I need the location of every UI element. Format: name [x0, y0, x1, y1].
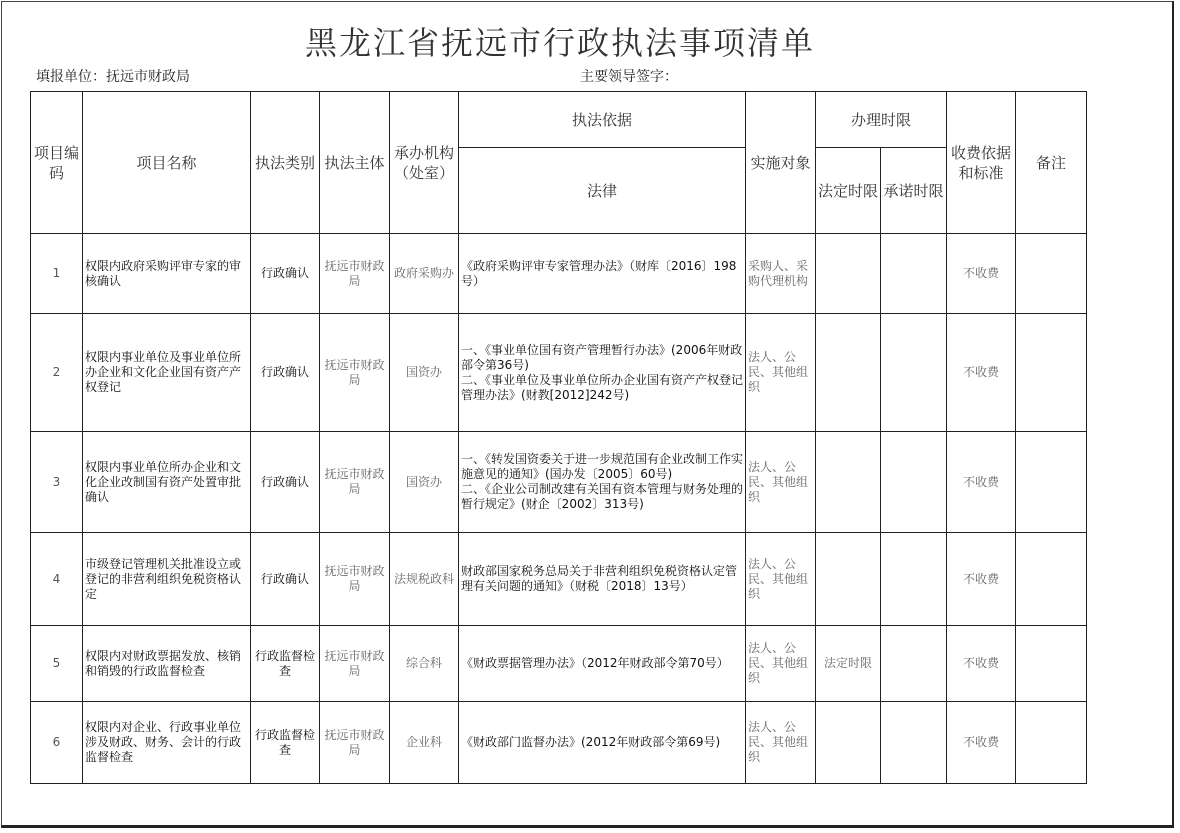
row-type: 行政确认 — [251, 432, 320, 533]
row-dept: 综合科 — [390, 626, 459, 702]
table-row — [31, 234, 1087, 314]
row-legal-time — [816, 234, 881, 314]
row-promised-time — [881, 533, 947, 626]
row-subject: 抚远市财政局 — [320, 432, 390, 533]
header-time: 办理时限 — [816, 92, 947, 148]
row-target: 法人、公民、其他组织 — [746, 626, 816, 702]
row-law: 《政府采购评审专家管理办法》（财库〔2016〕198号） — [459, 234, 746, 314]
header-promised-time: 承诺时限 — [881, 148, 947, 234]
row-legal-time: 法定时限 — [816, 626, 881, 702]
row-subject: 抚远市财政局 — [320, 626, 390, 702]
row-target: 法人、公民、其他组织 — [746, 314, 816, 432]
row-id: 5 — [31, 626, 83, 702]
header-target: 实施对象 — [746, 92, 816, 234]
header-type: 执法类别 — [251, 92, 320, 234]
row-dept: 国资办 — [390, 432, 459, 533]
row-legal-time — [816, 702, 881, 784]
row-law: 一、《事业单位国有资产管理暂行办法》(2006年财政部令第36号) 二、《事业单位及事业单位所办企业国有资产产权登记管理办法》(财教[2012]242号) — [459, 314, 746, 432]
row-fee: 不收费 — [947, 702, 1016, 784]
row-target: 采购人、采购代理机构 — [746, 234, 816, 314]
row-type: 行政监督检查 — [251, 702, 320, 784]
row-name: 权限内事业单位所办企业和文化企业改制国有资产处置审批确认 — [83, 432, 251, 533]
table-row — [31, 702, 1087, 784]
row-note — [1016, 234, 1087, 314]
row-name: 权限内对企业、行政事业单位涉及财政、财务、会计的行政监督检查 — [83, 702, 251, 784]
fill-unit-label: 填报单位：抚远市财政局 — [36, 69, 190, 85]
header-dept: 承办机构（处室） — [390, 92, 459, 234]
row-type: 行政确认 — [251, 533, 320, 626]
enforcement-items-table — [30, 91, 1087, 784]
row-promised-time — [881, 234, 947, 314]
row-name: 权限内事业单位及事业单位所办企业和文化企业国有资产产权登记 — [83, 314, 251, 432]
header-name: 项目名称 — [83, 92, 251, 234]
header-legal-time: 法定时限 — [816, 148, 881, 234]
row-dept: 法规税政科 — [390, 533, 459, 626]
leader-sign-label: 主要领导签字： — [580, 69, 678, 85]
row-type: 行政确认 — [251, 314, 320, 432]
row-note — [1016, 626, 1087, 702]
row-type: 行政监督检查 — [251, 626, 320, 702]
row-fee: 不收费 — [947, 432, 1016, 533]
header-id: 项目编码 — [31, 92, 83, 234]
row-promised-time — [881, 432, 947, 533]
row-target: 法人、公民、其他组织 — [746, 432, 816, 533]
row-legal-time — [816, 314, 881, 432]
row-type: 行政确认 — [251, 234, 320, 314]
table-row — [31, 626, 1087, 702]
table-row — [31, 432, 1087, 533]
row-note — [1016, 702, 1087, 784]
row-target: 法人、公民、其他组织 — [746, 702, 816, 784]
row-note — [1016, 533, 1087, 626]
row-target: 法人、公民、其他组织 — [746, 533, 816, 626]
row-promised-time — [881, 702, 947, 784]
header-basis: 执法依据 — [459, 92, 746, 148]
table-row — [31, 533, 1087, 626]
row-note — [1016, 314, 1087, 432]
row-subject: 抚远市财政局 — [320, 234, 390, 314]
row-law: 《财政票据管理办法》（2012年财政部令第70号） — [459, 626, 746, 702]
row-fee: 不收费 — [947, 626, 1016, 702]
header-subject: 执法主体 — [320, 92, 390, 234]
row-name: 权限内政府采购评审专家的审核确认 — [83, 234, 251, 314]
header-fee: 收费依据和标准 — [947, 92, 1016, 234]
row-promised-time — [881, 314, 947, 432]
row-name: 市级登记管理机关批准设立或登记的非营利组织免税资格认定 — [83, 533, 251, 626]
row-id: 4 — [31, 533, 83, 626]
row-dept: 企业科 — [390, 702, 459, 784]
row-law: 《财政部门监督办法》(2012年财政部令第69号) — [459, 702, 746, 784]
row-legal-time — [816, 533, 881, 626]
row-fee: 不收费 — [947, 314, 1016, 432]
row-name: 权限内对财政票据发放、核销和销毁的行政监督检查 — [83, 626, 251, 702]
row-id: 1 — [31, 234, 83, 314]
row-subject: 抚远市财政局 — [320, 702, 390, 784]
header-note: 备注 — [1016, 92, 1087, 234]
page-title: 黑龙江省抚远市行政执法事项清单 — [304, 24, 815, 62]
row-subject: 抚远市财政局 — [320, 314, 390, 432]
row-law: 一、《转发国资委关于进一步规范国有企业改制工作实施意见的通知》(国办发〔2005〕60号) 二、《企业公司制改建有关国有资本管理与财务处理的暂行规定》(财企〔2002〕313号) — [459, 432, 746, 533]
row-id: 3 — [31, 432, 83, 533]
table-row — [31, 314, 1087, 432]
row-fee: 不收费 — [947, 234, 1016, 314]
row-id: 2 — [31, 314, 83, 432]
header-law: 法律 — [459, 148, 746, 234]
row-law: 财政部国家税务总局关于非营利组织免税资格认定管理有关问题的通知》（财税〔2018〕13号） — [459, 533, 746, 626]
row-legal-time — [816, 432, 881, 533]
row-subject: 抚远市财政局 — [320, 533, 390, 626]
row-dept: 政府采购办 — [390, 234, 459, 314]
row-fee: 不收费 — [947, 533, 1016, 626]
row-id: 6 — [31, 702, 83, 784]
row-dept: 国资办 — [390, 314, 459, 432]
row-promised-time — [881, 626, 947, 702]
row-note — [1016, 432, 1087, 533]
